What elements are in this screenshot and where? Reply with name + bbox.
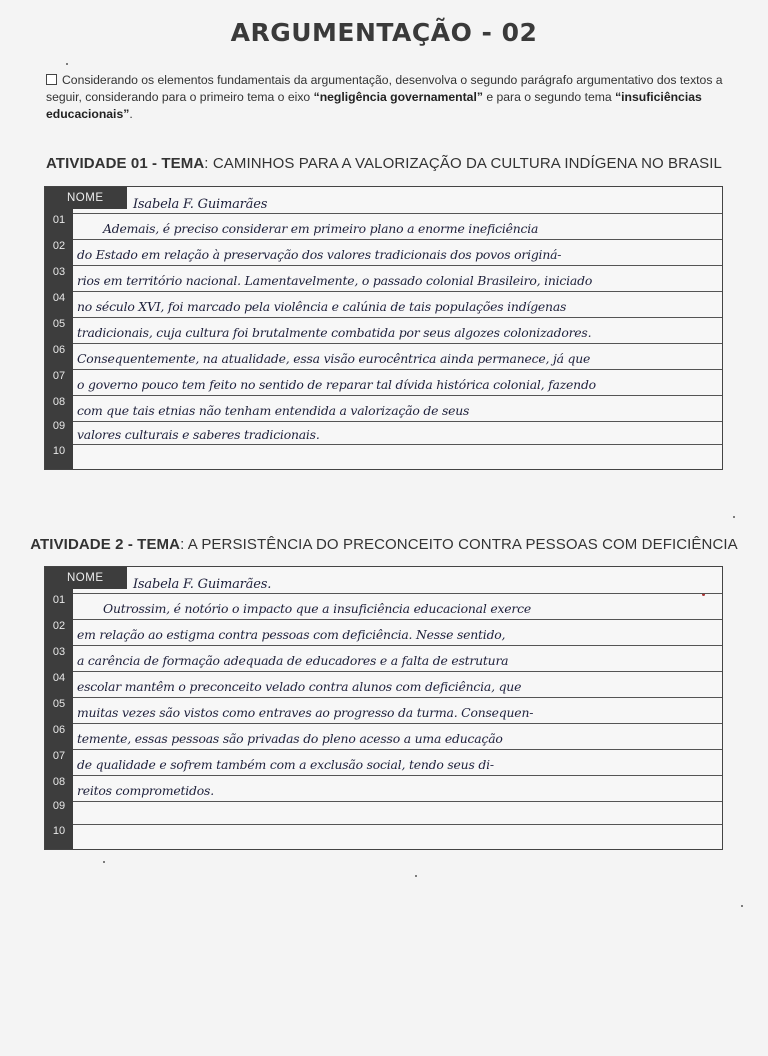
- sheet-line: [73, 317, 722, 318]
- scan-speck: [103, 861, 105, 863]
- instructions-text-2: e para o segundo tema: [482, 90, 616, 104]
- scan-speck: [741, 905, 743, 907]
- handwritten-line: muitas vezes são vistos como entraves ao progresso da turma. Consequen-: [77, 705, 534, 720]
- line-number: 10: [52, 825, 66, 837]
- scan-speck: [415, 875, 417, 877]
- handwritten-line: tradicionais, cuja cultura foi brutalmente combatida por seus algozes colonizadores.: [77, 325, 592, 340]
- activity-1-answer-sheet: [44, 186, 723, 470]
- handwritten-line: valores culturais e saberes tradicionais.: [77, 427, 320, 442]
- activity-2-answer-sheet: [44, 566, 723, 850]
- sheet-line: [73, 343, 722, 344]
- handwritten-line: Ademais, é preciso considerar em primeiro plano a enorme ineficiência: [103, 221, 539, 236]
- sheet-line: [73, 213, 722, 214]
- sheet-line: [73, 444, 722, 445]
- handwritten-line: do Estado em relação à preservação dos valores tradicionais dos povos originá-: [77, 247, 562, 262]
- handwritten-line: de qualidade e sofrem também com a exclusão social, tendo seus di-: [77, 757, 494, 772]
- sheet-line: [73, 775, 722, 776]
- sheet-line: [73, 369, 722, 370]
- sheet-line: [73, 749, 722, 750]
- sheet-line: [73, 801, 722, 802]
- scan-speck: [66, 63, 68, 65]
- name-label: NOME: [45, 187, 127, 209]
- handwritten-line: rios em território nacional. Lamentavelmente, o passado colonial Brasileiro, iniciado: [77, 273, 593, 288]
- instructions: [46, 72, 736, 123]
- activity-1-heading-label: ATIVIDADE 01 - TEMA: [45, 155, 205, 172]
- line-number: 08: [52, 776, 66, 788]
- instructions-text-1: Considerando os elementos fundamentais da argumentação, desenvolva o segundo parágrafo argumentativo dos textos a seguir, considerando para o primeiro tema o eixo: [46, 73, 723, 104]
- sheet-line: [73, 645, 722, 646]
- sheet-line: [73, 593, 722, 594]
- line-number: 02: [52, 240, 66, 252]
- sheet-line: [73, 421, 722, 422]
- sheet-line: [73, 239, 722, 240]
- sheet-line: [73, 265, 722, 266]
- student-name: Isabela F. Guimarães: [133, 197, 268, 212]
- handwritten-line: Outrossim, é notório o impacto que a insuficiência educacional exerce: [103, 601, 532, 616]
- handwritten-line: a carência de formação adequada de educadores e a falta de estrutura: [77, 653, 509, 668]
- line-number: 09: [52, 420, 66, 432]
- activity-1-heading-theme: : CAMINHOS PARA A VALORIZAÇÃO DA CULTURA INDÍGENA NO BRASIL: [204, 155, 722, 172]
- line-number: 01: [52, 214, 66, 226]
- handwritten-line: reitos comprometidos.: [77, 783, 214, 798]
- line-number: 07: [52, 370, 66, 382]
- instructions-text-3: .: [129, 107, 133, 121]
- activity-2-heading-theme: : A PERSISTÊNCIA DO PRECONCEITO CONTRA PESSOAS COM DEFICIÊNCIA: [180, 536, 738, 553]
- sheet-line: [73, 824, 722, 825]
- line-number: 04: [52, 292, 66, 304]
- sheet-line: [73, 697, 722, 698]
- activity-1-heading: [0, 155, 768, 172]
- name-label: NOME: [45, 567, 127, 589]
- sheet-line: [73, 291, 722, 292]
- line-number: 08: [52, 396, 66, 408]
- line-number: 03: [52, 266, 66, 278]
- line-number: 03: [52, 646, 66, 658]
- sheet-line: [73, 723, 722, 724]
- line-number: 07: [52, 750, 66, 762]
- handwritten-line: no século XVI, foi marcado pela violência e calúnia de tais populações indígenas: [77, 299, 567, 314]
- activity-2-heading-label: ATIVIDADE 2 - TEMA: [30, 536, 181, 553]
- line-number: 06: [52, 344, 66, 356]
- handwritten-line: Consequentemente, na atualidade, essa visão eurocêntrica ainda permanece, já que: [77, 351, 591, 366]
- line-number: 05: [52, 318, 66, 330]
- line-number: 04: [52, 672, 66, 684]
- handwritten-line: escolar mantêm o preconceito velado contra alunos com deficiência, que: [77, 679, 522, 694]
- instructions-emphasis-1: “negligência governamental”: [313, 90, 483, 104]
- activity-2-heading: [0, 536, 768, 553]
- scan-speck: [733, 516, 735, 518]
- sheet-line: [73, 395, 722, 396]
- line-number: 10: [52, 445, 66, 457]
- handwritten-line: temente, essas pessoas são privadas do pleno acesso a uma educação: [77, 731, 503, 746]
- page-title: ARGUMENTAÇÃO - 02: [230, 18, 538, 47]
- handwritten-line: o governo pouco tem feito no sentido de reparar tal dívida histórica colonial, fazendo: [77, 377, 596, 392]
- checkbox-icon: [46, 74, 57, 85]
- line-number: 06: [52, 724, 66, 736]
- line-number: 02: [52, 620, 66, 632]
- line-number: 09: [52, 800, 66, 812]
- sheet-line: [73, 619, 722, 620]
- line-number: 01: [52, 594, 66, 606]
- line-number: 05: [52, 698, 66, 710]
- handwritten-line: em relação ao estigma contra pessoas com deficiência. Nesse sentido,: [77, 627, 506, 642]
- student-name: Isabela F. Guimarães.: [133, 577, 272, 592]
- instructions-emphasis-2: “insuficiências educacionais”: [46, 90, 702, 121]
- sheet-line: [73, 671, 722, 672]
- handwritten-line: com que tais etnias não tenham entendida a valorização de seus: [77, 403, 470, 418]
